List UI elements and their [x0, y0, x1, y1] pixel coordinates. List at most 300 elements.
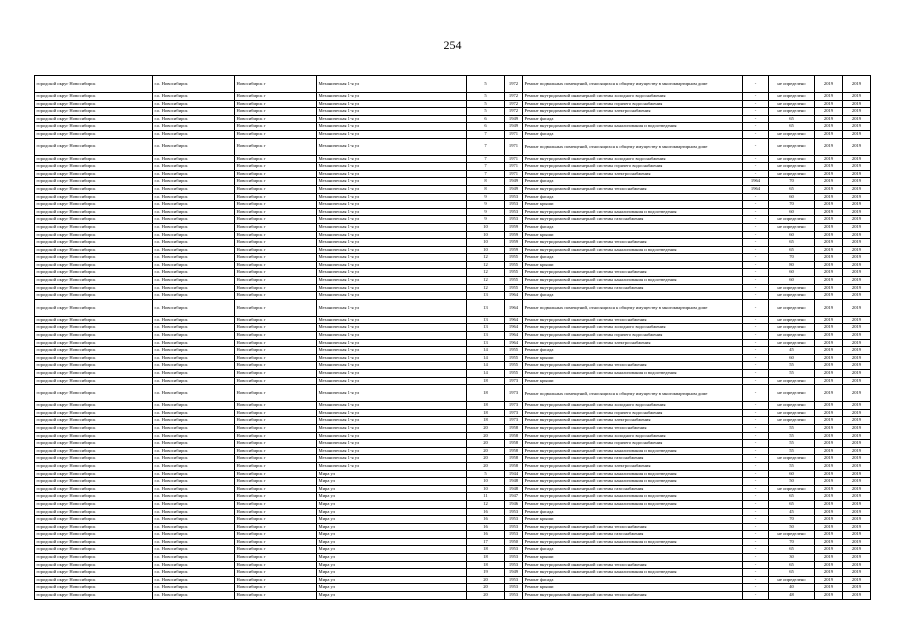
house-cell: 16 — [467, 516, 505, 524]
end-year-cell: 2019 — [843, 531, 871, 539]
locality-cell: Новосибирск г — [235, 493, 317, 501]
cost-cell: 65 — [769, 239, 815, 247]
street-cell: Механическая 1-я ул — [317, 261, 467, 269]
street-cell: Механическая 1-я ул — [317, 339, 467, 347]
district-cell: городской округ Новосибирск — [35, 130, 153, 138]
district-cell: городской округ Новосибирск — [35, 538, 153, 546]
house-cell: 10 — [467, 223, 505, 231]
year-cell: 1946 — [505, 500, 523, 508]
work-type-cell: Ремонт внутридомовой инженерной системы газоснабжения — [523, 216, 743, 224]
locality-cell: Новосибирск г — [235, 123, 317, 131]
settlement-cell: г.о. Новосибирск — [153, 377, 235, 385]
settlement-cell: г.о. Новосибирск — [153, 432, 235, 440]
end-year-cell: 2019 — [843, 493, 871, 501]
end-year-cell: 2019 — [843, 170, 871, 178]
district-cell: городской округ Новосибирск — [35, 592, 153, 600]
street-cell: Механическая 1-я ул — [317, 277, 467, 285]
work-type-cell: Ремонт крыши — [523, 201, 743, 209]
work-type-cell: Ремонт подвальных помещений, относящихся к общему имуществу в многоквартирном доме — [523, 299, 743, 316]
locality-cell: Новосибирск г — [235, 584, 317, 592]
work-type-cell: Ремонт подвальных помещений, относящихся к общему имуществу в многоквартирном доме — [523, 138, 743, 155]
start-year-cell: 2019 — [815, 354, 843, 362]
house-cell: 13 — [467, 339, 505, 347]
start-year-cell: 2019 — [815, 500, 843, 508]
street-cell: Мира ул — [317, 531, 467, 539]
district-cell: городской округ Новосибирск — [35, 138, 153, 155]
work-type-cell: Ремонт внутридомовой инженерной системы холодного водоснабжения — [523, 432, 743, 440]
street-cell: Механическая 1-я ул — [317, 155, 467, 163]
volume-cell: - — [743, 500, 769, 508]
settlement-cell: г.о. Новосибирск — [153, 155, 235, 163]
district-cell: городской округ Новосибирск — [35, 576, 153, 584]
house-cell: 5 — [467, 93, 505, 101]
locality-cell: Новосибирск г — [235, 138, 317, 155]
year-cell: 1955 — [505, 269, 523, 277]
volume-cell: - — [743, 440, 769, 448]
district-cell: городской округ Новосибирск — [35, 299, 153, 316]
work-type-cell: Ремонт внутридомовой инженерной системы теплоснабжения — [523, 424, 743, 432]
volume-cell: - — [743, 231, 769, 239]
locality-cell: Новосибирск г — [235, 284, 317, 292]
table-row — [35, 362, 871, 370]
end-year-cell: 2019 — [843, 402, 871, 410]
district-cell: городской округ Новосибирск — [35, 339, 153, 347]
street-cell: Мира ул — [317, 470, 467, 478]
settlement-cell: г.о. Новосибирск — [153, 231, 235, 239]
locality-cell: Новосибирск г — [235, 185, 317, 193]
settlement-cell: г.о. Новосибирск — [153, 108, 235, 116]
end-year-cell: 2019 — [843, 370, 871, 378]
start-year-cell: 2019 — [815, 377, 843, 385]
work-type-cell: Ремонт внутридомовой инженерной системы теплоснабжения — [523, 561, 743, 569]
page-number: 254 — [443, 38, 462, 52]
table-row — [35, 424, 871, 432]
cost-cell: 65 — [769, 561, 815, 569]
locality-cell: Новосибирск г — [235, 462, 317, 470]
district-cell: городской округ Новосибирск — [35, 163, 153, 171]
street-cell: Механическая 1-я ул — [317, 284, 467, 292]
settlement-cell: г.о. Новосибирск — [153, 508, 235, 516]
house-cell: 13 — [467, 324, 505, 332]
settlement-cell: г.о. Новосибирск — [153, 354, 235, 362]
settlement-cell: г.о. Новосибирск — [153, 478, 235, 486]
work-type-cell: Ремонт внутридомовой инженерной системы канализования и водоотведения — [523, 208, 743, 216]
cost-cell: 55 — [769, 462, 815, 470]
end-year-cell: 2019 — [843, 76, 871, 93]
start-year-cell: 2019 — [815, 409, 843, 417]
locality-cell: Новосибирск г — [235, 409, 317, 417]
year-cell: 1955 — [505, 362, 523, 370]
house-cell: 10 — [467, 239, 505, 247]
work-type-cell: Ремонт фасада — [523, 292, 743, 300]
start-year-cell: 2019 — [815, 485, 843, 493]
work-type-cell: Ремонт крыши — [523, 377, 743, 385]
cost-cell: 45 — [769, 508, 815, 516]
end-year-cell: 2019 — [843, 208, 871, 216]
street-cell: Мира ул — [317, 478, 467, 486]
table-row — [35, 485, 871, 493]
end-year-cell: 2019 — [843, 500, 871, 508]
street-cell: Механическая 1-я ул — [317, 178, 467, 186]
locality-cell: Новосибирск г — [235, 246, 317, 254]
street-cell: Мира ул — [317, 546, 467, 554]
settlement-cell: г.о. Новосибирск — [153, 417, 235, 425]
district-cell: городской округ Новосибирск — [35, 332, 153, 340]
cost-cell: 65 — [769, 115, 815, 123]
house-cell: 16 — [467, 523, 505, 531]
cost-cell: не определено — [769, 299, 815, 316]
volume-cell: - — [743, 385, 769, 402]
settlement-cell: г.о. Новосибирск — [153, 440, 235, 448]
start-year-cell: 2019 — [815, 417, 843, 425]
table-row — [35, 377, 871, 385]
volume-cell: - — [743, 170, 769, 178]
end-year-cell: 2019 — [843, 462, 871, 470]
end-year-cell: 2019 — [843, 299, 871, 316]
year-cell: 1953 — [505, 546, 523, 554]
start-year-cell: 2019 — [815, 339, 843, 347]
district-cell: городской округ Новосибирск — [35, 201, 153, 209]
table-row — [35, 76, 871, 93]
street-cell: Механическая 1-я ул — [317, 115, 467, 123]
locality-cell: Новосибирск г — [235, 130, 317, 138]
volume-cell: - — [743, 292, 769, 300]
district-cell: городской округ Новосибирск — [35, 115, 153, 123]
start-year-cell: 2019 — [815, 163, 843, 171]
volume-cell: - — [743, 462, 769, 470]
year-cell: 1959 — [505, 239, 523, 247]
end-year-cell: 2019 — [843, 223, 871, 231]
cost-cell: не определено — [769, 455, 815, 463]
work-type-cell: Ремонт внутридомовой инженерной системы канализования и водоотведения — [523, 470, 743, 478]
table-row — [35, 462, 871, 470]
locality-cell: Новосибирск г — [235, 163, 317, 171]
settlement-cell: г.о. Новосибирск — [153, 100, 235, 108]
locality-cell: Новосибирск г — [235, 447, 317, 455]
end-year-cell: 2019 — [843, 130, 871, 138]
work-type-cell: Ремонт внутридомовой инженерной системы канализования и водоотведения — [523, 478, 743, 486]
cost-cell: 65 — [769, 500, 815, 508]
cost-cell: 60 — [769, 231, 815, 239]
district-cell: городской округ Новосибирск — [35, 485, 153, 493]
district-cell: городской округ Новосибирск — [35, 93, 153, 101]
locality-cell: Новосибирск г — [235, 93, 317, 101]
locality-cell: Новосибирск г — [235, 339, 317, 347]
volume-cell: - — [743, 130, 769, 138]
table-row — [35, 584, 871, 592]
volume-cell: - — [743, 485, 769, 493]
end-year-cell: 2019 — [843, 417, 871, 425]
house-cell: 10 — [467, 246, 505, 254]
start-year-cell: 2019 — [815, 246, 843, 254]
house-cell: 13 — [467, 332, 505, 340]
table-row — [35, 500, 871, 508]
start-year-cell: 2019 — [815, 478, 843, 486]
end-year-cell: 2019 — [843, 138, 871, 155]
street-cell: Мира ул — [317, 538, 467, 546]
start-year-cell: 2019 — [815, 554, 843, 562]
year-cell: 1972 — [505, 100, 523, 108]
locality-cell: Новосибирск г — [235, 216, 317, 224]
street-cell: Механическая 1-я ул — [317, 370, 467, 378]
start-year-cell: 2019 — [815, 402, 843, 410]
work-type-cell: Ремонт подвальных помещений, относящихся к общему имуществу в многоквартирном доме — [523, 76, 743, 93]
end-year-cell: 2019 — [843, 470, 871, 478]
settlement-cell: г.о. Новосибирск — [153, 254, 235, 262]
year-cell: 1953 — [505, 208, 523, 216]
table-row — [35, 284, 871, 292]
district-cell: городской округ Новосибирск — [35, 108, 153, 116]
locality-cell: Новосибирск г — [235, 299, 317, 316]
street-cell: Механическая 1-я ул — [317, 100, 467, 108]
year-cell: 1955 — [505, 354, 523, 362]
district-cell: городской округ Новосибирск — [35, 424, 153, 432]
table-row — [35, 223, 871, 231]
year-cell: 1959 — [505, 231, 523, 239]
table-row — [35, 417, 871, 425]
end-year-cell: 2019 — [843, 455, 871, 463]
start-year-cell: 2019 — [815, 592, 843, 600]
house-cell: 20 — [467, 455, 505, 463]
house-cell: 7 — [467, 130, 505, 138]
settlement-cell: г.о. Новосибирск — [153, 339, 235, 347]
year-cell: 1944 — [505, 470, 523, 478]
start-year-cell: 2019 — [815, 370, 843, 378]
street-cell: Механическая 1-я ул — [317, 138, 467, 155]
end-year-cell: 2019 — [843, 377, 871, 385]
street-cell: Мира ул — [317, 485, 467, 493]
house-cell: 8 — [467, 185, 505, 193]
locality-cell: Новосибирск г — [235, 269, 317, 277]
start-year-cell: 2019 — [815, 178, 843, 186]
table-row — [35, 170, 871, 178]
locality-cell: Новосибирск г — [235, 485, 317, 493]
settlement-cell: г.о. Новосибирск — [153, 370, 235, 378]
district-cell: городской округ Новосибирск — [35, 508, 153, 516]
table-row — [35, 324, 871, 332]
district-cell: городской округ Новосибирск — [35, 455, 153, 463]
table-row — [35, 185, 871, 193]
locality-cell: Новосибирск г — [235, 402, 317, 410]
cost-cell: не определено — [769, 385, 815, 402]
volume-cell: - — [743, 93, 769, 101]
volume-cell: - — [743, 284, 769, 292]
work-type-cell: Ремонт фасада — [523, 508, 743, 516]
year-cell: 1959 — [505, 223, 523, 231]
street-cell: Мира ул — [317, 508, 467, 516]
settlement-cell: г.о. Новосибирск — [153, 493, 235, 501]
street-cell: Механическая 1-я ул — [317, 455, 467, 463]
year-cell: 1953 — [505, 584, 523, 592]
settlement-cell: г.о. Новосибирск — [153, 424, 235, 432]
district-cell: городской округ Новосибирск — [35, 284, 153, 292]
end-year-cell: 2019 — [843, 108, 871, 116]
locality-cell: Новосибирск г — [235, 76, 317, 93]
street-cell: Механическая 1-я ул — [317, 377, 467, 385]
table-row — [35, 447, 871, 455]
locality-cell: Новосибирск г — [235, 239, 317, 247]
house-cell: 18 — [467, 409, 505, 417]
street-cell: Мира ул — [317, 554, 467, 562]
settlement-cell: г.о. Новосибирск — [153, 500, 235, 508]
house-cell: 18 — [467, 385, 505, 402]
table-row — [35, 385, 871, 402]
end-year-cell: 2019 — [843, 239, 871, 247]
cost-cell: не определено — [769, 284, 815, 292]
district-cell: городской округ Новосибирск — [35, 432, 153, 440]
street-cell: Механическая 1-я ул — [317, 440, 467, 448]
locality-cell: Новосибирск г — [235, 508, 317, 516]
house-cell: 12 — [467, 254, 505, 262]
cost-cell: 60 — [769, 208, 815, 216]
start-year-cell: 2019 — [815, 332, 843, 340]
district-cell: городской округ Новосибирск — [35, 231, 153, 239]
volume-cell: - — [743, 155, 769, 163]
house-cell: 5 — [467, 100, 505, 108]
cost-cell: 65 — [769, 123, 815, 131]
start-year-cell: 2019 — [815, 523, 843, 531]
start-year-cell: 2019 — [815, 531, 843, 539]
table-row — [35, 138, 871, 155]
locality-cell: Новосибирск г — [235, 231, 317, 239]
start-year-cell: 2019 — [815, 193, 843, 201]
table-row — [35, 93, 871, 101]
volume-cell: - — [743, 108, 769, 116]
volume-cell: - — [743, 223, 769, 231]
year-cell: 1949 — [505, 185, 523, 193]
settlement-cell: г.о. Новосибирск — [153, 292, 235, 300]
table-row — [35, 277, 871, 285]
year-cell: 1971 — [505, 138, 523, 155]
cost-cell: не определено — [769, 108, 815, 116]
end-year-cell: 2019 — [843, 409, 871, 417]
house-cell: 10 — [467, 478, 505, 486]
start-year-cell: 2019 — [815, 569, 843, 577]
house-cell: 6 — [467, 123, 505, 131]
table-row — [35, 402, 871, 410]
start-year-cell: 2019 — [815, 385, 843, 402]
start-year-cell: 2019 — [815, 462, 843, 470]
table-row — [35, 354, 871, 362]
locality-cell: Новосибирск г — [235, 292, 317, 300]
year-cell: 1958 — [505, 432, 523, 440]
locality-cell: Новосибирск г — [235, 523, 317, 531]
house-cell: 9 — [467, 193, 505, 201]
table-row — [35, 455, 871, 463]
end-year-cell: 2019 — [843, 115, 871, 123]
end-year-cell: 2019 — [843, 246, 871, 254]
table-row — [35, 246, 871, 254]
settlement-cell: г.о. Новосибирск — [153, 261, 235, 269]
start-year-cell: 2019 — [815, 76, 843, 93]
start-year-cell: 2019 — [815, 261, 843, 269]
district-cell: городской округ Новосибирск — [35, 347, 153, 355]
end-year-cell: 2019 — [843, 123, 871, 131]
district-cell: городской округ Новосибирск — [35, 178, 153, 186]
settlement-cell: г.о. Новосибирск — [153, 546, 235, 554]
volume-cell: - — [743, 193, 769, 201]
settlement-cell: г.о. Новосибирск — [153, 485, 235, 493]
start-year-cell: 2019 — [815, 546, 843, 554]
year-cell: 1959 — [505, 246, 523, 254]
table-row — [35, 347, 871, 355]
volume-cell: - — [743, 277, 769, 285]
table-row — [35, 531, 871, 539]
locality-cell: Новосибирск г — [235, 201, 317, 209]
district-cell: городской округ Новосибирск — [35, 493, 153, 501]
year-cell: 1958 — [505, 424, 523, 432]
cost-cell: 65 — [769, 546, 815, 554]
volume-cell: - — [743, 299, 769, 316]
district-cell: городской округ Новосибирск — [35, 370, 153, 378]
end-year-cell: 2019 — [843, 592, 871, 600]
year-cell: 1973 — [505, 417, 523, 425]
street-cell: Механическая 1-я ул — [317, 193, 467, 201]
locality-cell: Новосибирск г — [235, 115, 317, 123]
work-type-cell: Ремонт внутридомовой инженерной системы канализования и водоотведения — [523, 246, 743, 254]
end-year-cell: 2019 — [843, 561, 871, 569]
work-type-cell: Ремонт внутридомовой инженерной системы канализования и водоотведения — [523, 493, 743, 501]
cost-cell: не определено — [769, 223, 815, 231]
house-cell: 17 — [467, 538, 505, 546]
end-year-cell: 2019 — [843, 478, 871, 486]
street-cell: Механическая 1-я ул — [317, 201, 467, 209]
settlement-cell: г.о. Новосибирск — [153, 470, 235, 478]
locality-cell: Новосибирск г — [235, 377, 317, 385]
district-cell: городской округ Новосибирск — [35, 208, 153, 216]
year-cell: 1971 — [505, 130, 523, 138]
start-year-cell: 2019 — [815, 155, 843, 163]
settlement-cell: г.о. Новосибирск — [153, 223, 235, 231]
house-cell: 12 — [467, 269, 505, 277]
district-cell: городской округ Новосибирск — [35, 377, 153, 385]
year-cell: 1949 — [505, 178, 523, 186]
volume-cell: - — [743, 261, 769, 269]
cost-cell: не определено — [769, 155, 815, 163]
house-cell: 16 — [467, 508, 505, 516]
year-cell: 1948 — [505, 478, 523, 486]
settlement-cell: г.о. Новосибирск — [153, 277, 235, 285]
street-cell: Мира ул — [317, 523, 467, 531]
end-year-cell: 2019 — [843, 277, 871, 285]
end-year-cell: 2019 — [843, 385, 871, 402]
settlement-cell: г.о. Новосибирск — [153, 284, 235, 292]
volume-cell: - — [743, 354, 769, 362]
settlement-cell: г.о. Новосибирск — [153, 516, 235, 524]
table-row — [35, 163, 871, 171]
table-row — [35, 108, 871, 116]
work-type-cell: Ремонт внутридомовой инженерной системы горячего водоснабжения — [523, 332, 743, 340]
cost-cell: 65 — [769, 493, 815, 501]
table-row — [35, 254, 871, 262]
year-cell: 1955 — [505, 277, 523, 285]
cost-cell: 65 — [769, 569, 815, 577]
house-cell: 12 — [467, 284, 505, 292]
work-type-cell: Ремонт внутридомовой инженерной системы холодного водоснабжения — [523, 155, 743, 163]
work-type-cell: Ремонт фасада — [523, 223, 743, 231]
start-year-cell: 2019 — [815, 201, 843, 209]
cost-cell: не определено — [769, 292, 815, 300]
street-cell: Мира ул — [317, 561, 467, 569]
start-year-cell: 2019 — [815, 447, 843, 455]
district-cell: городской округ Новосибирск — [35, 292, 153, 300]
table-row — [35, 332, 871, 340]
year-cell: 1953 — [505, 193, 523, 201]
cost-cell: 65 — [769, 246, 815, 254]
end-year-cell: 2019 — [843, 155, 871, 163]
year-cell: 1964 — [505, 292, 523, 300]
settlement-cell: г.о. Новосибирск — [153, 402, 235, 410]
